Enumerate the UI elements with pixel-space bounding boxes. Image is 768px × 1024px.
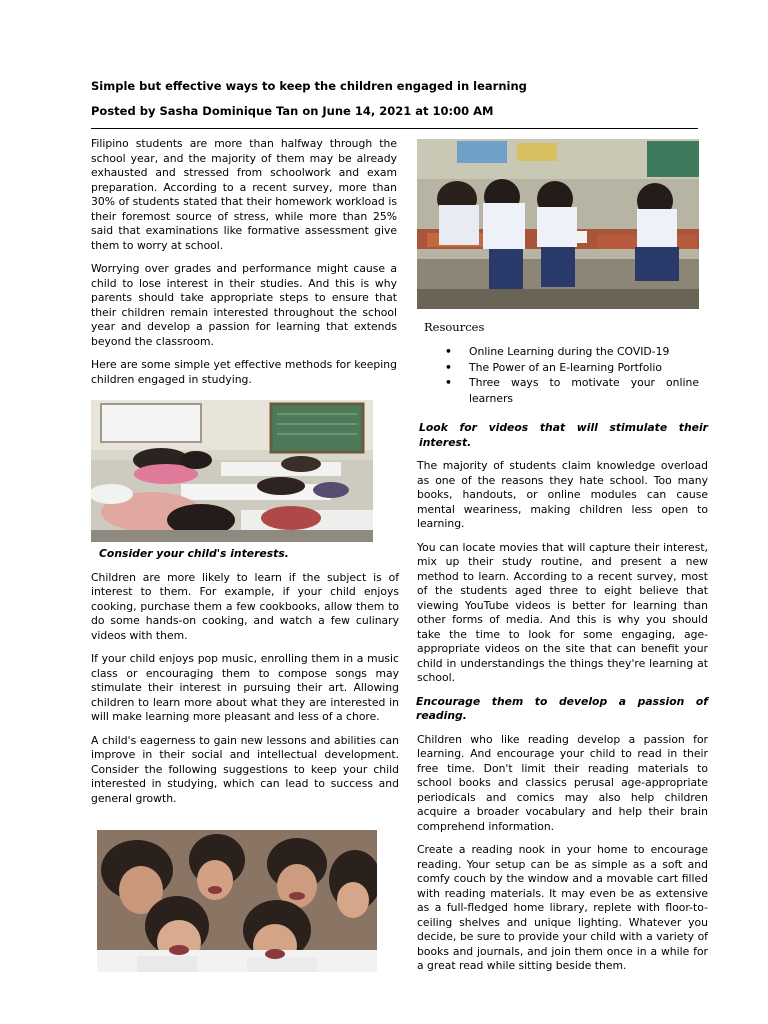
- paragraph-7: The majority of students claim knowledge overload as one of the reasons they hate school. Too many books, handouts, or online modules can cause mental weariness, making children less open to learning.: [417, 459, 708, 530]
- laughing-students-photo: [97, 830, 377, 972]
- paragraph-2: Worrying over grades and performance might cause a child to lose interest in their studies. And this is why parents should take appropriate steps to ensure that their children remain interested throughout the school year and develop a passion for learning that extends beyond the classroom.: [91, 262, 397, 348]
- article-byline: Posted by Sasha Dominique Tan on June 14, 2021 at 10:00 AM: [91, 104, 494, 118]
- title-divider: [91, 128, 698, 129]
- paragraph-6: A child's eagerness to gain new lessons and abilities can improve in their social and intellectual development. Consider the following suggestions to keep your child interested in studying, which can lead to success and general growth.: [91, 733, 399, 805]
- section-heading-interests: Consider your child's interests.: [99, 547, 289, 560]
- resources-list-container: [417, 344, 699, 406]
- paragraph-3: Here are some simple yet effective methods for keeping children engaged in studying.: [91, 358, 397, 386]
- section-heading-reading: Encourage them to develop a passion of reading.: [416, 694, 708, 722]
- classroom-students-photo: [417, 139, 699, 309]
- paragraph-8: You can locate movies that will capture their interest, mix up their study routine, and present a new method to learn. According to a recent survey, most of the students aged three to eight believe that viewing YouTube videos is better for learning than other forms of media. And this is why you should take the time to look for some engaging, age-appropriate videos on the site that can benefit your child in understandings the things they're learning at school.: [417, 540, 708, 684]
- paragraph-5: If your child enjoys pop music, enrolling them in a music class or encouraging them to compose songs may stimulate their interest in pursuing their art. Allowing children to learn more about what they are interested in will make learning more pleasant and less of a chore.: [91, 652, 399, 723]
- resource-link[interactable]: • Online Learning during the COVID-19: [445, 344, 699, 360]
- resources-list: [417, 344, 699, 406]
- paragraph-10: Create a reading nook in your home to encourage reading. Your setup can be as simple as a soft and comfy couch by the window and a movable cart filled with reading materials. It may even be as extensive as a full-fledged home library, replete with floor-to-ceiling shelves and unique lighting. Whatever you decide, be sure to provide your child with a variety of books and journals, and join them once in a while for a great read while sitting beside them.: [417, 843, 708, 972]
- left-column-bottom: [91, 547, 399, 815]
- resource-link[interactable]: • The Power of an E-learning Portfolio: [445, 360, 699, 376]
- paragraph-9: Children who like reading develop a passion for learning. And encourage your child to read in their free time. Don't limit their reading materials to school books and classics perusal age-appropriate periodicals and comics may also help children acquire a broader vocabulary and help their brain comprehend information.: [417, 732, 708, 833]
- resources-label: Resources: [424, 320, 485, 334]
- article-title: Simple but effective ways to keep the children engaged in learning: [91, 79, 527, 93]
- section-heading-videos: Look for videos that will stimulate their interest.: [419, 421, 708, 449]
- sleeping-students-photo: [91, 400, 373, 542]
- right-column-text: [417, 421, 708, 983]
- resource-link[interactable]: • Three ways to motivate your online learners: [445, 375, 699, 406]
- paragraph-1: Filipino students are more than halfway through the school year, and the majority of them may be already exhausted and stressed from schoolwork and exam preparation. According to a recent survey, more than 30% of students stated that their homework workload is their foremost source of stress, while more than 25% said that examinations like formative assessment give them to worry at school.: [91, 137, 397, 252]
- left-column-top: [91, 137, 397, 396]
- paragraph-4: Children are more likely to learn if the subject is of interest to them. For example, if your child enjoys cooking, purchase them a few cookbooks, allow them to do some hands-on cooking, and watch a few culinary videos with them.: [91, 570, 399, 642]
